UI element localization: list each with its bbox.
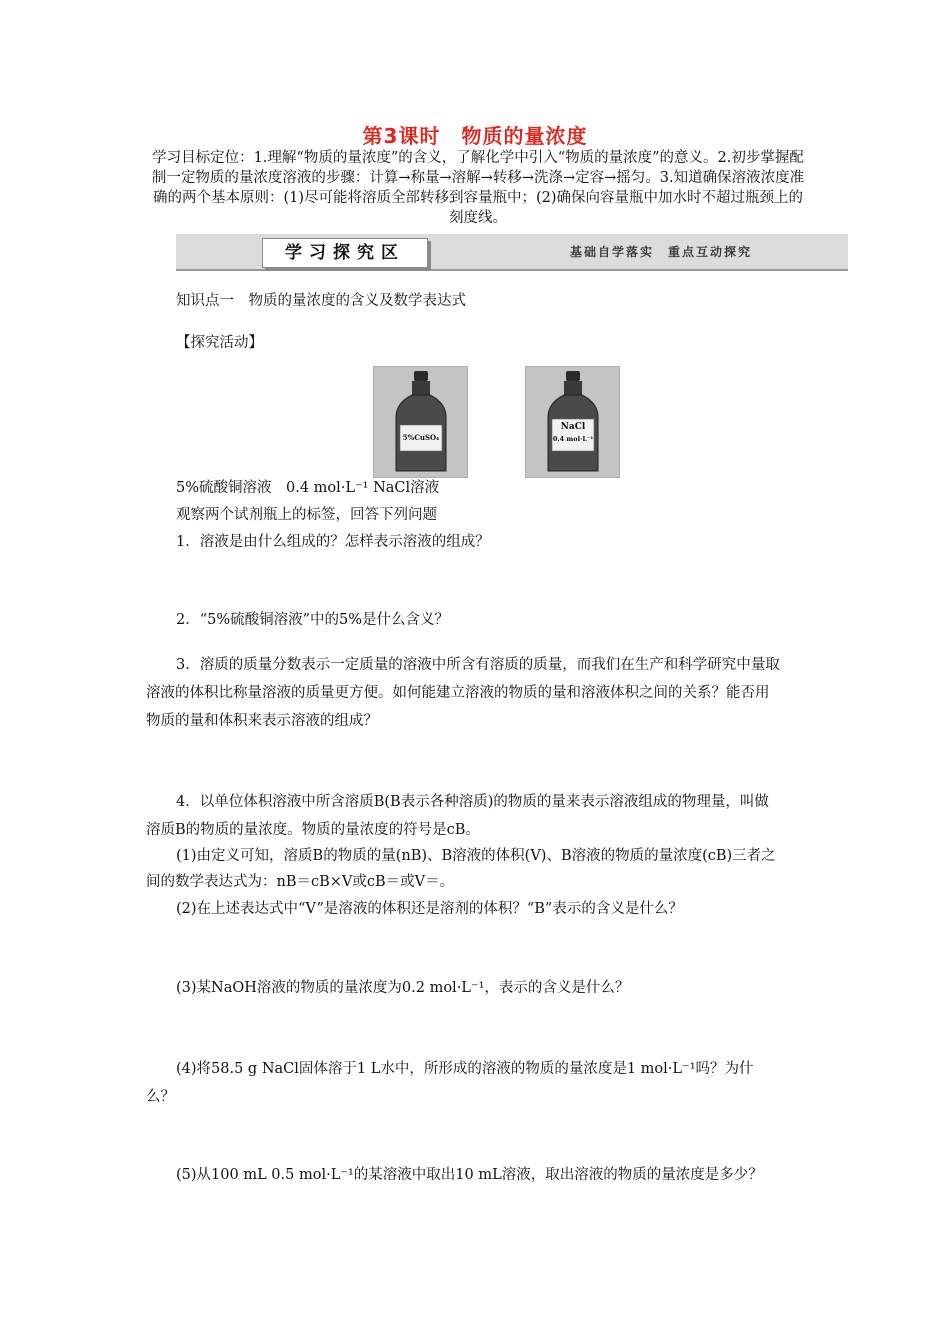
lesson-title: 第3课时 物质的量浓度 [362, 124, 588, 148]
banner-subtitle: 基础自学落实 重点互动探究 [569, 245, 752, 259]
observe-instruction: 观察两个试剂瓶上的标签，回答下列问题 [176, 507, 437, 523]
question-4-5: (5)从100 mL 0.5 mol·L⁻¹的某溶液中取出10 mL溶液，取出溶液的物质的量浓度是多少？ [176, 1167, 763, 1183]
learning-goals: 学习目标定位：1.理解“物质的量浓度”的含义，了解化学中引入“物质的量浓度”的意义。2.初步掌握配制一定物质的量浓度溶液的步骤：计算→称量→溶解→转移→洗涤→定容→摇匀。3.知道确保溶液浓度准确的两个基本原则：(1)尽可能将溶质全部转移到容量瓶中；(2)确保向容量瓶中加水时不超过瓶颈上的刻度线。 [151, 150, 805, 226]
nacl-label: NaCl [560, 422, 586, 432]
section-heading: 知识点一 物质的量浓度的含义及数学表达式 [176, 293, 466, 309]
cuso4-label: 5%CuSO₄ [402, 433, 440, 442]
question-1: 1．溶液是由什么组成的？怎样表示溶液的组成？ [176, 534, 490, 550]
section-banner [176, 234, 848, 271]
image-caption: 5%硫酸铜溶液 0.4 mol·L⁻¹ NaCl溶液 [176, 480, 440, 496]
bottle-icon [374, 367, 467, 477]
cuso4-bottle-image [373, 366, 468, 478]
question-4-3: (3)某NaOH溶液的物质的量浓度为0.2 mol·L⁻¹，表示的含义是什么？ [176, 980, 630, 996]
question-4-2: (2)在上述表达式中“V”是溶液的体积还是溶剂的体积？“B”表示的含义是什么？ [176, 901, 683, 917]
question-4-1: (1)由定义可知，溶质B的物质的量(nB)、B溶液的体积(V)、B溶液的物质的量浓度(cB)三者之间的数学表达式为：nB＝cB×V或cB＝或V＝。 [146, 848, 776, 890]
activity-heading: 【探究活动】 [176, 335, 263, 351]
question-4: 4．以单位体积溶液中所含溶质B(B表示各种溶质)的物质的量来表示溶液组成的物理量，叫做溶质B的物质的量浓度。物质的量浓度的符号是cB。 [146, 794, 769, 838]
question-4-4: (4)将58.5 g NaCl固体溶于1 L水中，所形成的溶液的物质的量浓度是1 mol·L⁻¹吗？为什么？ [146, 1061, 754, 1105]
question-3: 3．溶质的质量分数表示一定质量的溶液中所含有溶质的质量，而我们在生产和科学研究中量取溶液的体积比称量溶液的质量更方便。如何能建立溶液的物质的量和溶液体积之间的关系？能否用物质的量和体积来表示溶液的组成？ [146, 657, 780, 729]
nacl-concentration-label: 0.4 mol·L⁻¹ [552, 435, 594, 443]
question-2: 2．“5%硫酸铜溶液”中的5%是什么含义？ [176, 612, 450, 628]
nacl-bottle-image [525, 366, 620, 478]
banner-title: 学习探究区 [262, 238, 428, 268]
